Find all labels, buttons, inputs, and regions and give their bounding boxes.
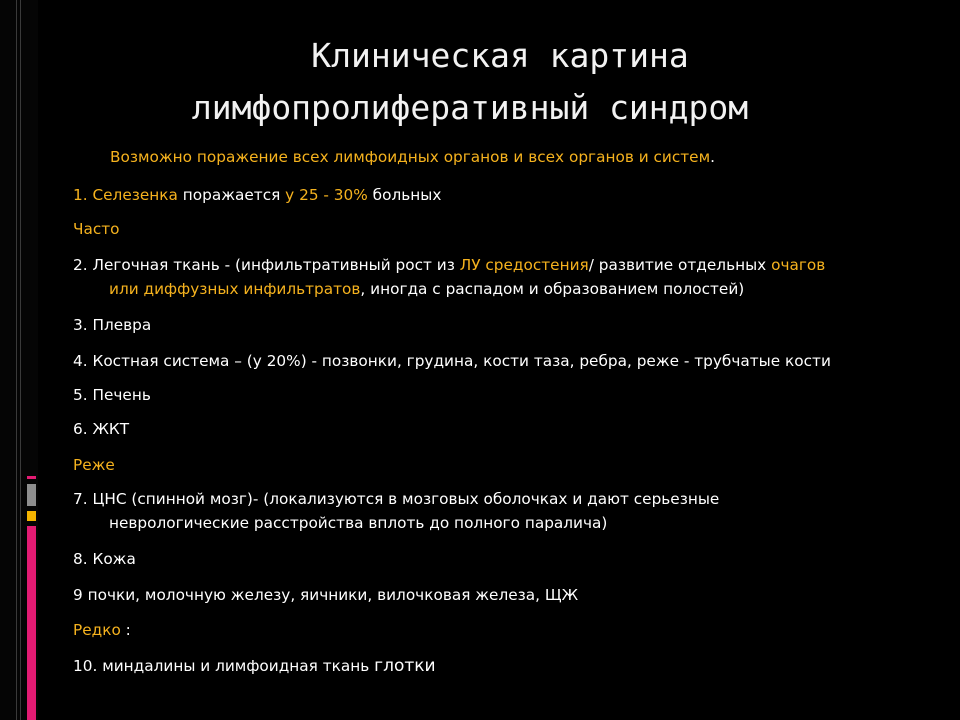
item-2-lymph-nodes: ЛУ средостения bbox=[459, 256, 589, 274]
often-label: Часто bbox=[73, 220, 120, 238]
rare-label-line bbox=[73, 621, 131, 639]
item-1-verb: поражается bbox=[177, 186, 286, 204]
title-line-1: Клиническая картина bbox=[311, 36, 689, 75]
item-10-throat: глотки bbox=[374, 656, 436, 676]
slide-title bbox=[40, 30, 960, 134]
item-7-line-1: 7. ЦНС (спинной мозг)- (локализуются в мозговых оболочках и дают серьезные bbox=[73, 490, 720, 508]
intro-dot: . bbox=[710, 148, 715, 166]
rare-label: Редко bbox=[73, 621, 121, 639]
item-8: 8. Кожа bbox=[73, 550, 136, 568]
item-5: 5. Печень bbox=[73, 386, 151, 404]
item-10 bbox=[73, 656, 436, 676]
item-4: 4. Костная система – (у 20%) - позвонки, грудина, кости таза, ребра, реже - трубчатые кости bbox=[73, 352, 831, 370]
item-3: 3. Плевра bbox=[73, 316, 152, 334]
item-10-text: 10. миндалины и лимфоидная ткань bbox=[73, 657, 375, 675]
item-2-line-1 bbox=[73, 256, 825, 274]
intro-line bbox=[110, 148, 715, 166]
rarer-label: Реже bbox=[73, 456, 115, 474]
title-line-2: лимфопролиферативный синдром bbox=[191, 88, 749, 127]
ribbon-pink-top bbox=[27, 476, 36, 479]
item-6: 6. ЖКТ bbox=[73, 420, 130, 438]
item-2-line-2 bbox=[109, 280, 744, 298]
item-2-middle: / развитие отдельных bbox=[588, 256, 772, 274]
item-7-line-2: неврологические расстройства вплоть до полного паралича) bbox=[109, 514, 608, 532]
item-2-start: 2. Легочная ткань - (инфильтративный рост из bbox=[73, 256, 460, 274]
ribbon-gray bbox=[27, 484, 36, 506]
intro-text: Возможно поражение всех лимфоидных органов и всех органов и систем bbox=[110, 148, 711, 166]
item-1 bbox=[73, 186, 441, 204]
item-1-tail: больных bbox=[367, 186, 442, 204]
ribbon-pink-bottom bbox=[27, 526, 36, 720]
item-2-end: , иногда с распадом и образованием полостей) bbox=[360, 280, 745, 298]
item-2-infiltrates: или диффузных инфильтратов bbox=[109, 280, 361, 298]
item-1-percent: у 25 - 30% bbox=[285, 186, 368, 204]
item-2-foci: очагов bbox=[771, 256, 826, 274]
item-1-organ: 1. Селезенка bbox=[73, 186, 178, 204]
ribbon-yellow bbox=[27, 511, 36, 521]
rare-colon: : bbox=[120, 621, 131, 639]
item-9: 9 почки, молочную железу, яичники, вилочковая железа, ЩЖ bbox=[73, 586, 579, 604]
